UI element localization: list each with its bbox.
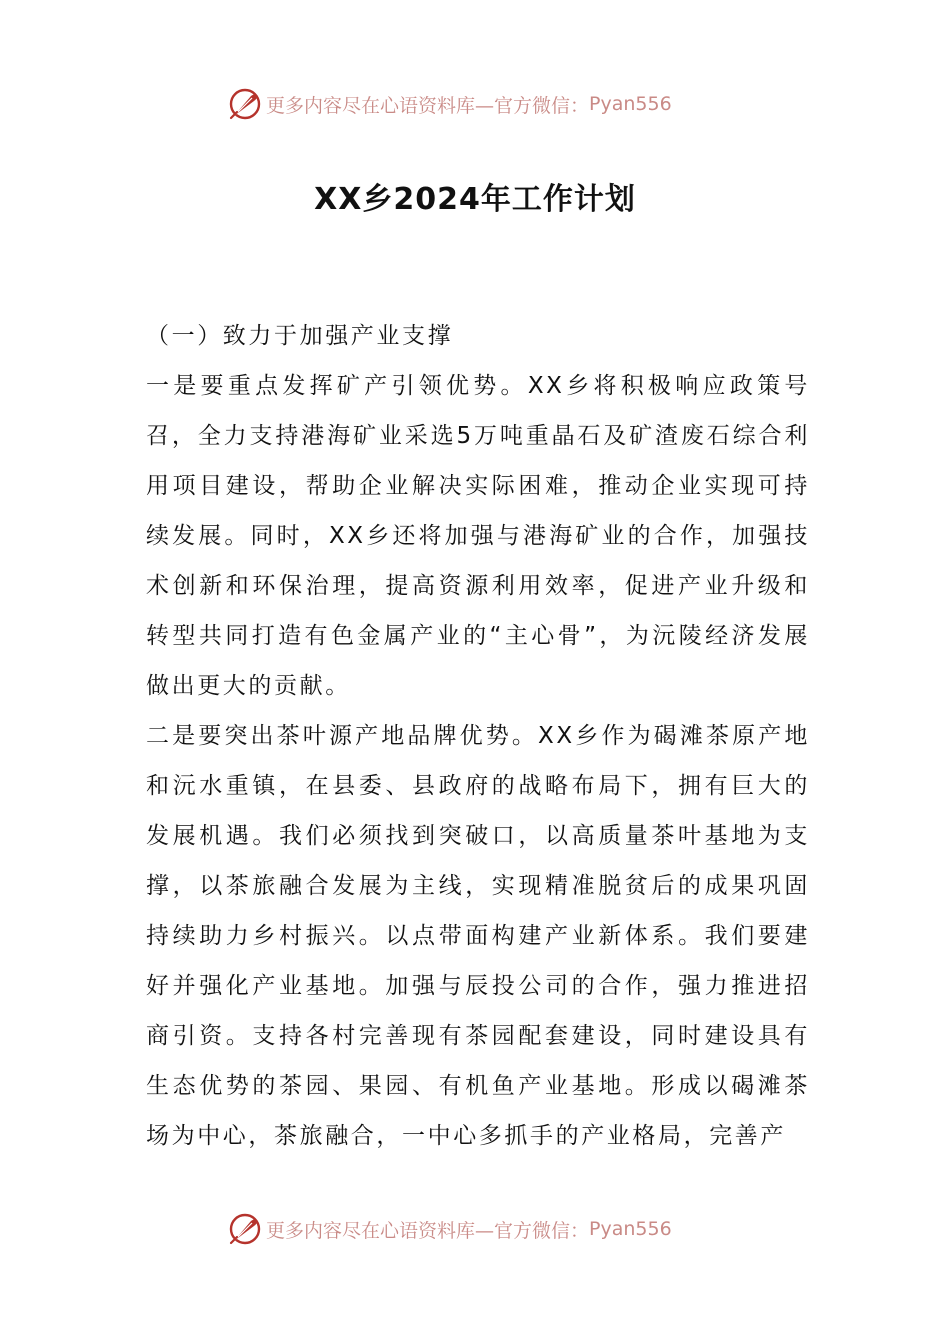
watermark-text: 更多内容尽在心语资料库—官方微信： [266, 94, 590, 117]
quill-logo-icon [228, 87, 262, 121]
section-heading: （一）致力于加强产业支撑 [146, 323, 454, 349]
watermark-text: 更多内容尽在心语资料库—官方微信： [266, 1219, 590, 1242]
quill-logo-icon [228, 1212, 262, 1246]
document-body [146, 311, 810, 1161]
document-title: XX乡2024年工作计划 [314, 182, 636, 217]
watermark-wechat-id: Pyan556 [589, 1218, 672, 1240]
footer-watermark [228, 1211, 672, 1247]
body-paragraph: 一是要重点发挥矿产引领优势。XX乡将积极响应政策号召，全力支持港海矿业采选5万吨重晶石及矿渣废石综合利用项目建设，帮助企业解决实际困难，推动企业实现可持续发展。同时，XX乡还将加强与港海矿业的合作，加强技术创新和环保治理，提高资源利用效率，促进产业升级和转型共同打造有色金属产业的“主心骨”，为沅陵经济发展做出更大的贡献。 [146, 373, 810, 699]
body-paragraph: 二是要突出茶叶源产地品牌优势。XX乡作为碣滩茶原产地和沅水重镇，在县委、县政府的战略布局下，拥有巨大的发展机遇。我们必须找到突破口，以高质量茶叶基地为支撑，以茶旅融合发展为主线，实现精准脱贫后的成果巩固持续助力乡村振兴。以点带面构建产业新体系。我们要建好并强化产业基地。加强与辰投公司的合作，强力推进招商引资。支持各村完善现有茶园配套建设，同时建设具有生态优势的茶园、果园、有机鱼产业基地。形成以碣滩茶场为中心，茶旅融合，一中心多抓手的产业格局，完善产 [146, 723, 810, 1149]
header-watermark [228, 86, 672, 122]
watermark-wechat-id: Pyan556 [589, 93, 672, 115]
